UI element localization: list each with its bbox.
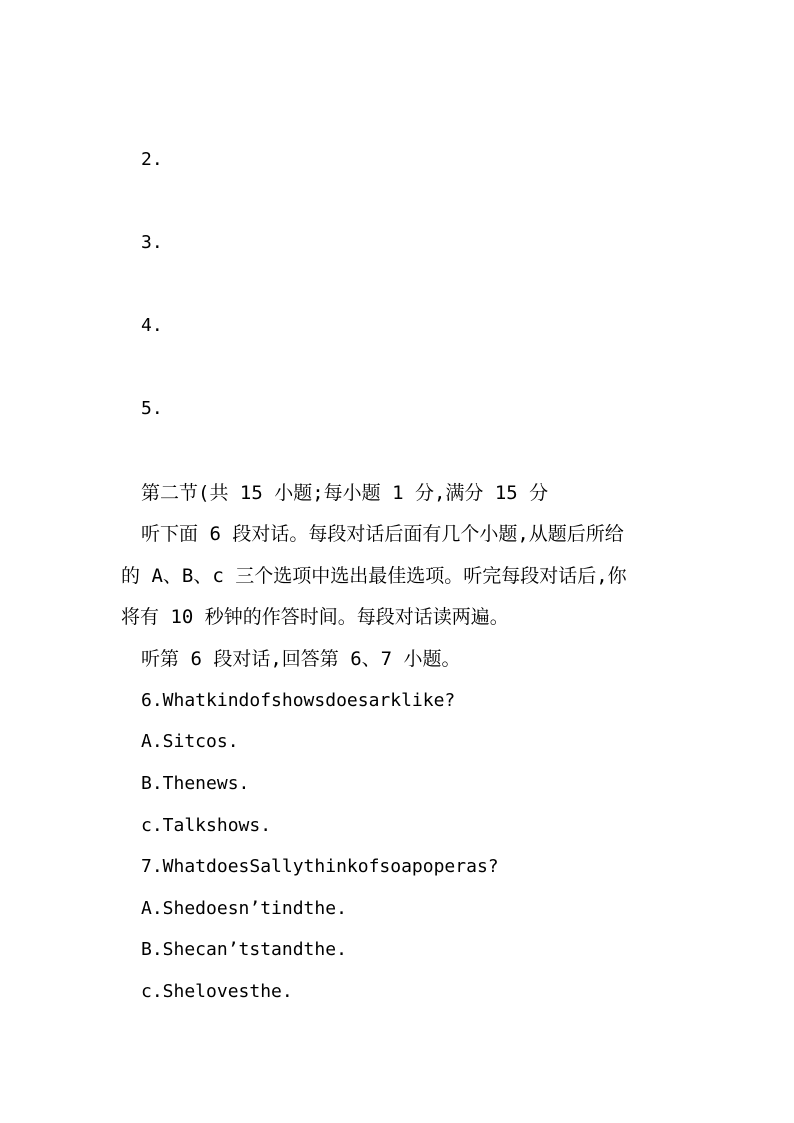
question-6-option-c: c.Talkshows. [141,815,272,836]
question-7-option-c: c.Shelovesthe. [141,981,293,1002]
section-heading: 第二节(共 15 小题;每小题 1 分,满分 15 分 [141,482,549,504]
instruction-line-3: 将有 10 秒钟的作答时间。每段对话读两遍。 [121,606,509,628]
item-number-4: 4. [141,315,163,336]
question-6-option-a: A.Sitcos. [141,731,239,752]
instruction-line-1: 听下面 6 段对话。每段对话后面有几个小题,从题后所给 [141,523,624,545]
question-7-option-b: B.Shecan’tstandthe. [141,939,347,960]
question-6-stem: 6.Whatkindofshowsdoesarklike? [141,690,456,711]
question-7-option-a: A.Shedoesn’tindthe. [141,898,347,919]
dialogue-intro: 听第 6 段对话,回答第 6、7 小题。 [141,648,461,670]
question-7-stem: 7.WhatdoesSallythinkofsoapoperas? [141,856,499,877]
item-number-3: 3. [141,232,163,253]
item-number-2: 2. [141,149,163,170]
question-6-option-b: B.Thenews. [141,773,250,794]
item-number-5: 5. [141,398,163,419]
instruction-line-2: 的 A、B、c 三个选项中选出最佳选项。听完每段对话后,你 [121,565,627,587]
